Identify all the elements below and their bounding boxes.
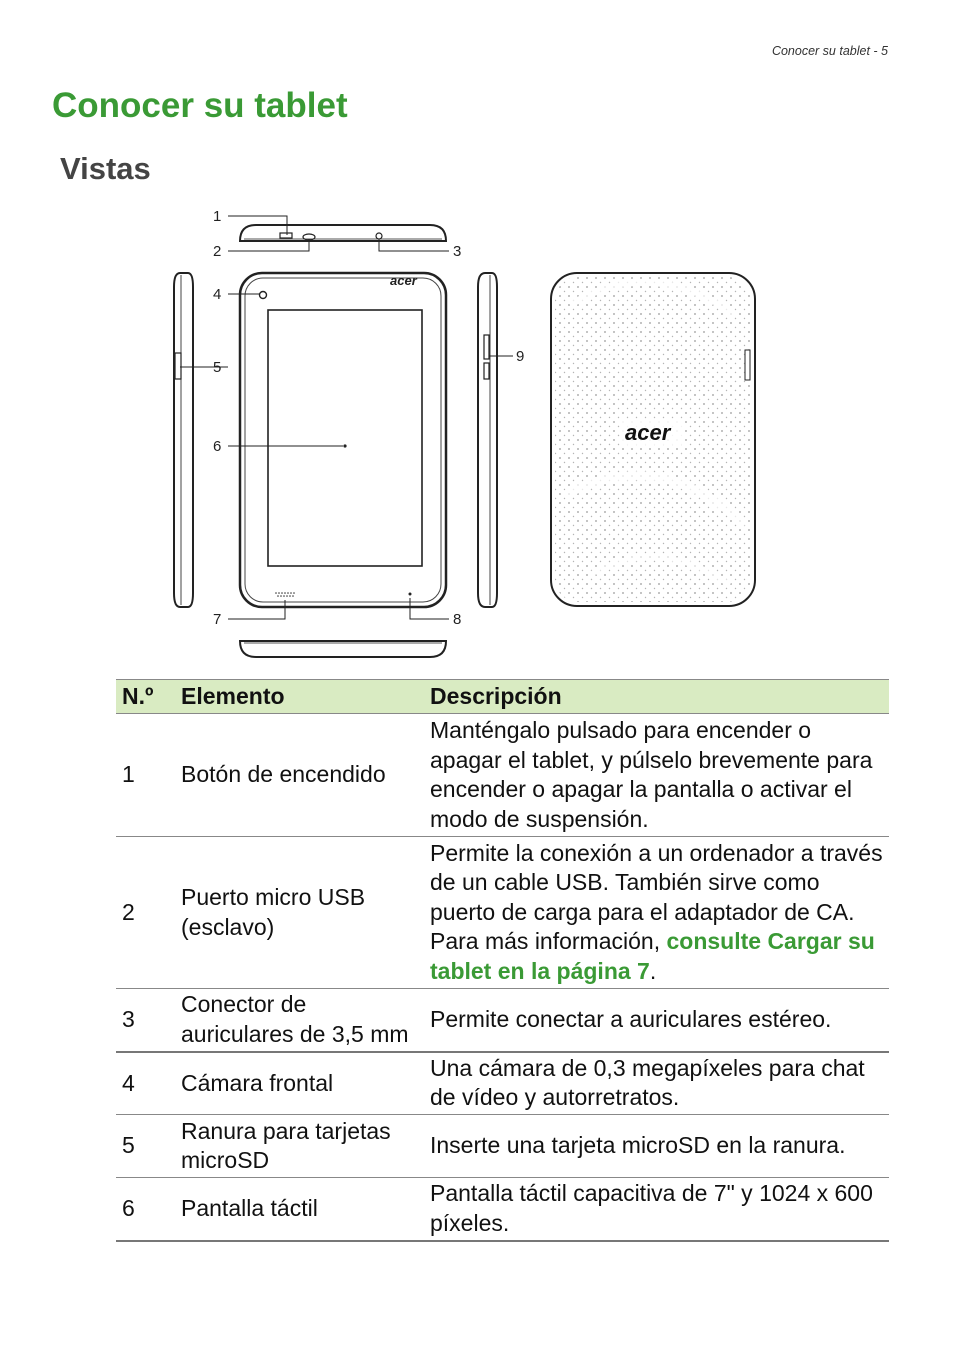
callout-4: 4 (213, 286, 222, 303)
row-number: 3 (116, 989, 175, 1052)
running-header: Conocer su tablet - 5 (771, 44, 888, 58)
callout-3: 3 (453, 243, 462, 260)
callout-1: 1 (213, 208, 222, 225)
tablet-views-diagram (0, 195, 954, 670)
row-description: Pantalla táctil capacitiva de 7" y 1024 x 600 píxeles. (424, 1178, 889, 1241)
row-number: 2 (116, 837, 175, 989)
table-row (116, 837, 889, 989)
tablet-front-view (240, 273, 446, 607)
row-number: 4 (116, 1052, 175, 1115)
table-row (116, 714, 889, 837)
callout-9: 9 (516, 348, 525, 365)
row-description-text: Permite la conexión a un ordenador a través de un cable USB. También sirve como puerto de carga para el adaptador de CA. Para más información, (430, 839, 883, 955)
tablet-left-side-view (174, 273, 193, 607)
header-number: N.º (116, 680, 175, 714)
section-title: Vistas (60, 151, 151, 186)
row-element: Cámara frontal (175, 1052, 424, 1115)
row-description: Inserte una tarjeta microSD en la ranura. (424, 1115, 889, 1178)
row-description: Una cámara de 0,3 megapíxeles para chat de vídeo y autorretratos. (424, 1052, 889, 1115)
front-brand-logo: acer (390, 273, 417, 288)
callout-6: 6 (213, 438, 222, 455)
row-description (424, 837, 889, 989)
table-row (116, 989, 889, 1052)
table-row (116, 1178, 889, 1241)
row-element: Ranura para tarjetas microSD (175, 1115, 424, 1178)
tablet-bottom-view (240, 641, 446, 657)
row-number: 5 (116, 1115, 175, 1178)
table-row (116, 1052, 889, 1115)
row-description-end: . (649, 957, 657, 984)
callout-5: 5 (213, 359, 222, 376)
tablet-right-side-view (478, 273, 497, 607)
header-element: Elemento (175, 680, 424, 714)
back-brand-logo: acer (625, 420, 671, 445)
header-description: Descripción (424, 680, 889, 714)
row-element: Pantalla táctil (175, 1178, 424, 1241)
row-number: 6 (116, 1178, 175, 1241)
row-number: 1 (116, 714, 175, 837)
tablet-top-view (240, 225, 446, 241)
page-title: Conocer su tablet (52, 86, 348, 125)
row-element: Botón de encendido (175, 714, 424, 837)
row-description: Permite conectar a auriculares estéreo. (424, 989, 889, 1052)
cross-reference-link[interactable]: consulte Cargar su tablet en la página 7 (430, 928, 875, 984)
row-element: Puerto micro USB (esclavo) (175, 837, 424, 989)
components-table (116, 679, 889, 1242)
row-description: Manténgalo pulsado para encender o apagar el tablet, y púlselo brevemente para encender o apagar la pantalla o activar el modo de suspensión. (424, 714, 889, 837)
row-element: Conector de auriculares de 3,5 mm (175, 989, 424, 1052)
tablet-back-view (551, 273, 755, 606)
table-row (116, 1115, 889, 1178)
callout-2: 2 (213, 243, 222, 260)
callout-8: 8 (453, 611, 462, 628)
callout-7: 7 (213, 611, 222, 628)
table-header-row (116, 680, 889, 714)
